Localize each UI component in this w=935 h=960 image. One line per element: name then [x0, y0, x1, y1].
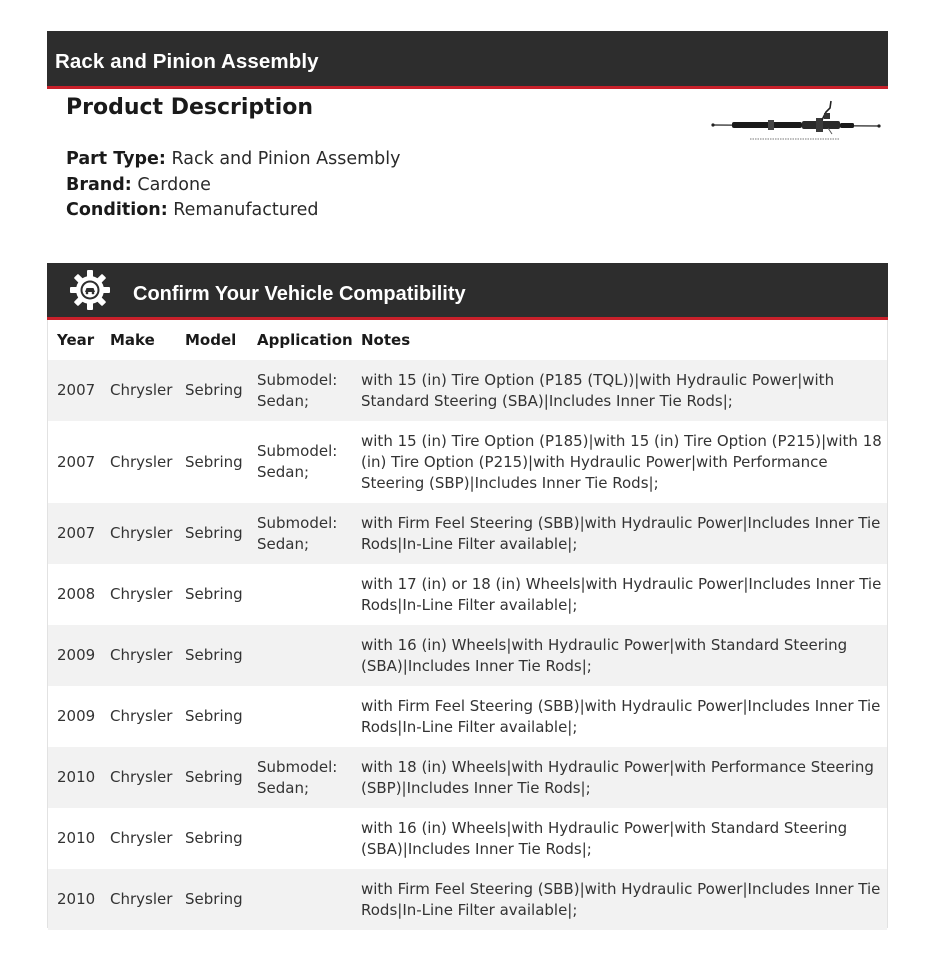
cell-year: 2010	[57, 768, 96, 786]
cell-make: Chrysler	[110, 452, 173, 471]
cell-application	[248, 808, 352, 869]
cell-notes: with Firm Feel Steering (SBB)|with Hydraulic Power|Includes Inner Tie Rods|In-Line Filter available|;	[361, 879, 881, 919]
cell-year: 2008	[57, 585, 96, 603]
cell-year: 2009	[57, 646, 96, 664]
cell-model: Sebring	[185, 707, 243, 725]
cell-application: Submodel: Sedan;	[257, 442, 338, 481]
cell-notes: with 15 (in) Tire Option (P185 (TQL))|with Hydraulic Power|with Standard Steering (SBA)|Includes Inner Tie Rods|;	[361, 370, 835, 410]
cell-make: Chrysler	[110, 524, 173, 542]
cell-year: 2007	[57, 452, 96, 471]
table-row	[48, 625, 887, 686]
cell-model: Sebring	[185, 768, 243, 786]
column-header-make: Make	[110, 331, 155, 349]
cell-notes: with 18 (in) Wheels|with Hydraulic Power|with Performance Steering (SBP)|Includes Inner Tie Rods|;	[361, 757, 874, 797]
description-details	[66, 147, 401, 224]
cell-model: Sebring	[185, 585, 243, 603]
part-type-value: Rack and Pinion Assembly	[171, 149, 401, 169]
cell-application: Submodel: Sedan;	[257, 370, 338, 410]
compatibility-title-bar	[47, 263, 888, 320]
cell-application: Submodel: Sedan;	[257, 757, 338, 797]
cell-application	[248, 869, 352, 930]
brand-line	[66, 173, 401, 199]
table-row	[48, 503, 887, 564]
cell-application: Submodel: Sedan;	[257, 513, 338, 553]
cell-notes: with Firm Feel Steering (SBB)|with Hydraulic Power|Includes Inner Tie Rods|In-Line Filter available|;	[361, 513, 881, 553]
cell-make: Chrysler	[110, 890, 173, 908]
table-row	[48, 869, 887, 930]
condition-line	[66, 198, 401, 224]
brand-value: Cardone	[137, 174, 211, 195]
cell-make: Chrysler	[110, 768, 173, 786]
cell-year: 2007	[57, 381, 96, 399]
product-title: Rack and Pinion Assembly	[55, 50, 319, 73]
rack-and-pinion-image	[710, 98, 882, 144]
table-header-row	[48, 320, 887, 360]
table-row	[48, 686, 887, 747]
cell-make: Chrysler	[110, 381, 173, 399]
part-type-line	[66, 147, 401, 173]
table-row	[48, 421, 887, 503]
cell-year: 2010	[57, 829, 96, 847]
condition-label: Condition:	[66, 200, 168, 220]
column-header-model: Model	[185, 331, 237, 349]
condition-value: Remanufactured	[173, 200, 319, 220]
cell-make: Chrysler	[110, 585, 173, 603]
cell-model: Sebring	[185, 890, 243, 908]
cell-application	[248, 564, 352, 625]
cell-make: Chrysler	[110, 646, 173, 664]
column-header-notes: Notes	[361, 331, 411, 349]
cell-make: Chrysler	[110, 829, 173, 847]
table-row	[48, 564, 887, 625]
compatibility-title: Confirm Your Vehicle Compatibility	[133, 283, 466, 305]
cell-notes: with 15 (in) Tire Option (P185)|with 15 (in) Tire Option (P215)|with 18 (in) Tire Option (P215)|with Hydraulic Power|with Performance Steering (SBP)|Includes Inner Tie Rods|;	[361, 431, 882, 492]
cell-notes: with 16 (in) Wheels|with Hydraulic Power|with Standard Steering (SBA)|Includes Inner Tie Rods|;	[361, 635, 848, 675]
gear-car-icon	[69, 269, 111, 311]
part-type-label: Part Type:	[66, 149, 166, 169]
cell-model: Sebring	[185, 829, 243, 847]
cell-year: 2007	[57, 524, 96, 542]
table-row	[48, 747, 887, 808]
brand-label: Brand:	[66, 174, 132, 195]
cell-application	[248, 686, 352, 747]
compatibility-table-container	[47, 320, 888, 928]
cell-application	[248, 625, 352, 686]
column-header-application: Application	[257, 331, 353, 349]
cell-model: Sebring	[185, 452, 243, 471]
description-heading: Product Description	[66, 95, 314, 120]
column-header-year: Year	[57, 331, 95, 349]
product-title-bar	[47, 31, 888, 89]
cell-model: Sebring	[185, 381, 243, 399]
cell-notes: with 16 (in) Wheels|with Hydraulic Power|with Standard Steering (SBA)|Includes Inner Tie Rods|;	[361, 818, 848, 858]
cell-notes: with Firm Feel Steering (SBB)|with Hydraulic Power|Includes Inner Tie Rods|In-Line Filter available|;	[361, 696, 881, 736]
cell-model: Sebring	[185, 524, 243, 542]
cell-notes: with 17 (in) or 18 (in) Wheels|with Hydraulic Power|Includes Inner Tie Rods|In-Line Filter available|;	[361, 574, 882, 614]
cell-year: 2010	[57, 890, 96, 908]
table-row	[48, 360, 887, 421]
cell-model: Sebring	[185, 646, 243, 664]
compatibility-table	[48, 320, 887, 930]
table-row	[48, 808, 887, 869]
cell-make: Chrysler	[110, 707, 173, 725]
cell-year: 2009	[57, 707, 96, 725]
